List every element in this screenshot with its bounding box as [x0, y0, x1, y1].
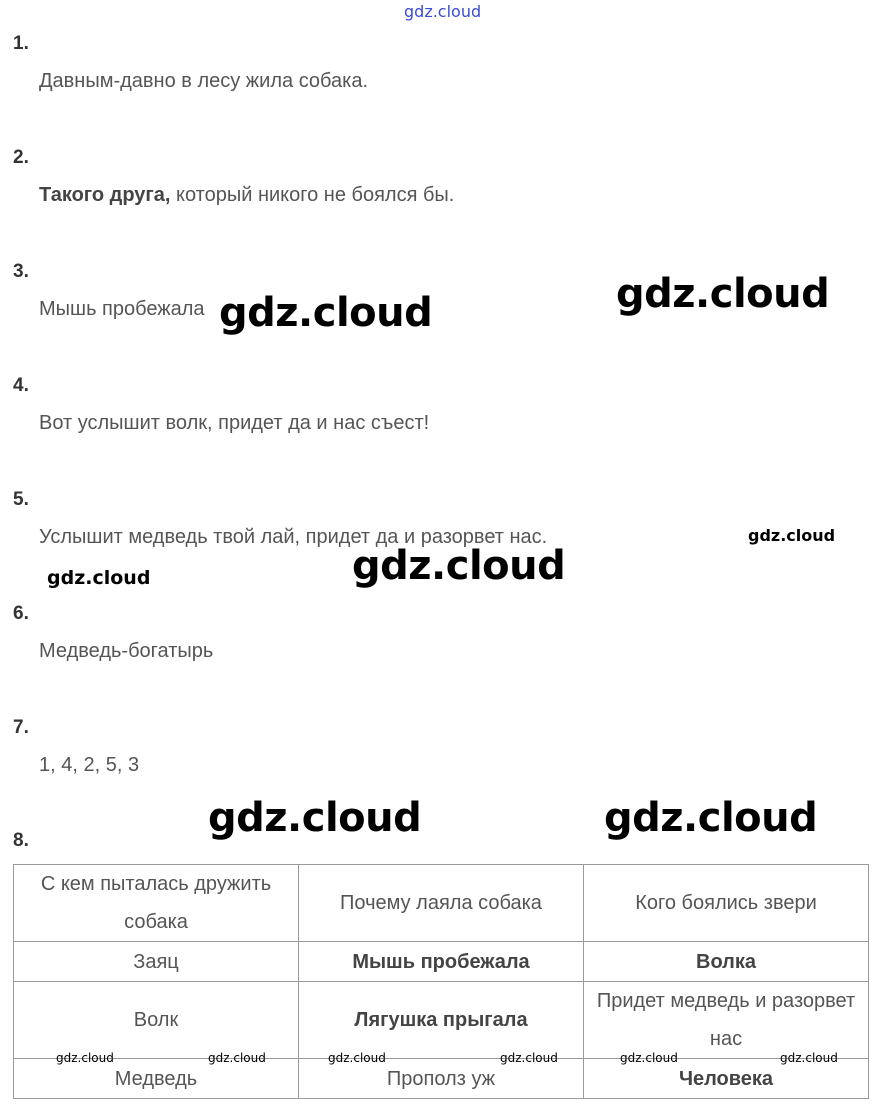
table-header-cell: Почему лаяла собака [299, 865, 584, 942]
watermark: gdz.cloud [219, 290, 433, 336]
watermark: gdz.cloud [780, 1051, 838, 1065]
table-header-cell: С кем пыталась дружить собака [14, 865, 299, 942]
watermark: gdz.cloud [352, 543, 566, 589]
table-cell: Медведь [14, 1059, 299, 1099]
watermark: gdz.cloud [208, 795, 422, 841]
watermark: gdz.cloud [500, 1051, 558, 1065]
answer-text: Давным-давно в лесу жила собака. [39, 70, 369, 92]
table-cell: Волк [14, 982, 299, 1059]
question-number: 5. [13, 489, 29, 510]
table-cell: Волка [584, 942, 869, 982]
table-cell: Придет медведь и разорвет нас [584, 982, 869, 1059]
question-number: 8. [13, 830, 29, 851]
table-row [14, 1059, 869, 1099]
answer-text: 1, 4, 2, 5, 3 [39, 754, 140, 776]
question-number: 1. [13, 33, 29, 54]
question-number: 3. [13, 261, 29, 282]
watermark: gdz.cloud [328, 1051, 386, 1065]
watermark-top: gdz.cloud [404, 2, 482, 21]
question-number: 4. [13, 375, 29, 396]
table-row [14, 942, 869, 982]
answer-text: Услышит медведь твой лай, придет да и разорвет нас. [39, 526, 548, 548]
watermark: gdz.cloud [604, 795, 818, 841]
watermark: gdz.cloud [748, 526, 836, 545]
table-cell: Человека [584, 1059, 869, 1099]
table-row [14, 982, 869, 1059]
answer-text [39, 184, 454, 207]
watermark: gdz.cloud [208, 1051, 266, 1065]
answer-rest: который никого не боялся бы. [170, 184, 455, 206]
answer-text: Медведь-богатырь [39, 640, 214, 662]
question-number: 7. [13, 717, 29, 738]
answer-bold: Такого друга, [39, 184, 171, 206]
table-cell: Лягушка прыгала [299, 982, 584, 1059]
watermark: gdz.cloud [47, 567, 151, 589]
question-number: 2. [13, 147, 29, 168]
table-header-row [14, 865, 869, 942]
watermark: gdz.cloud [620, 1051, 678, 1065]
watermark: gdz.cloud [616, 271, 830, 317]
table-header-cell: Кого боялись звери [584, 865, 869, 942]
table-cell: Мышь пробежала [299, 942, 584, 982]
answer-text: Мышь пробежала [39, 298, 205, 320]
answer-table [13, 864, 869, 1099]
question-number: 6. [13, 603, 29, 624]
table-cell: Прополз уж [299, 1059, 584, 1099]
watermark: gdz.cloud [56, 1051, 114, 1065]
table-cell: Заяц [14, 942, 299, 982]
answer-text: Вот услышит волк, придет да и нас съест! [39, 412, 430, 434]
